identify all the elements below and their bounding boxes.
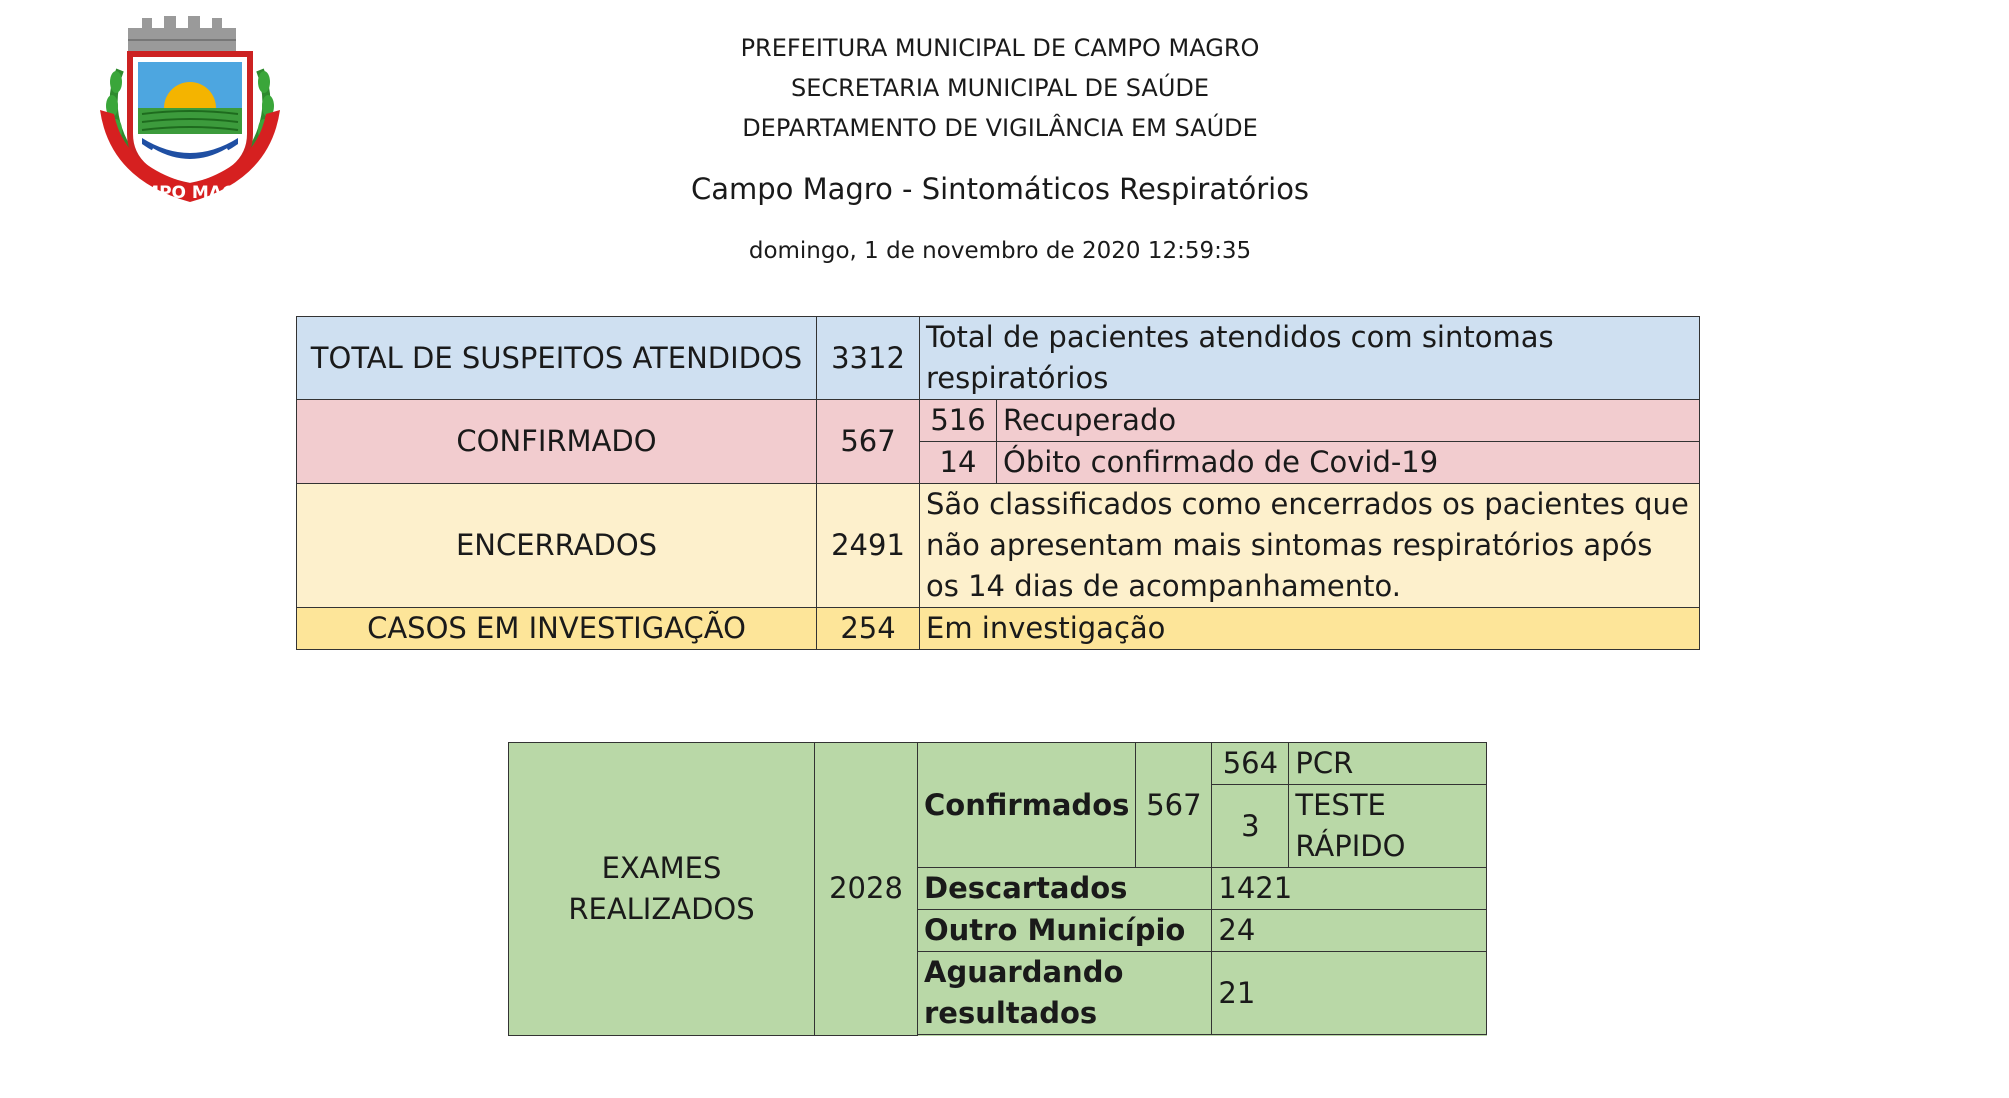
org-line: DEPARTAMENTO DE VIGILÂNCIA EM SAÚDE [742, 114, 1258, 142]
closed-row [297, 484, 1700, 608]
document-header [600, 28, 1400, 264]
investigation-value: 254 [817, 608, 920, 650]
closed-description: São classificados como encerrados os pacientes que não apresentam mais sintomas respiratórios após os 14 dias de acompanhamento. [920, 484, 1700, 608]
investigation-description: Em investigação [920, 608, 1700, 650]
recovered-label: Recuperado [997, 400, 1700, 442]
waiting-value: 21 [1212, 952, 1487, 1035]
coat-of-arms-logo [90, 10, 290, 215]
total-value: 3312 [817, 317, 920, 400]
org-line: SECRETARIA MUNICIPAL DE SAÚDE [790, 74, 1210, 102]
other-municipality-value: 24 [1212, 910, 1487, 952]
rapid-test-value: 3 [1212, 785, 1289, 868]
closed-value: 2491 [817, 484, 920, 608]
total-label: TOTAL DE SUSPEITOS ATENDIDOS [297, 317, 817, 400]
rapid-test-label: TESTE RÁPIDO [1289, 785, 1487, 868]
pcr-label: PCR [1289, 743, 1487, 785]
pcr-value: 564 [1212, 743, 1289, 785]
discarded-label: Descartados [918, 868, 1212, 910]
page-title: Campo Magro - Sintomáticos Respiratórios [690, 172, 1310, 206]
org-line: PREFEITURA MUNICIPAL DE CAMPO MAGRO [740, 34, 1260, 62]
recovered-value: 516 [920, 400, 997, 442]
investigation-label: CASOS EM INVESTIGAÇÃO [297, 608, 817, 650]
deaths-label: Óbito confirmado de Covid-19 [997, 442, 1700, 484]
closed-label: ENCERRADOS [297, 484, 817, 608]
confirmed-label: CONFIRMADO [297, 400, 817, 484]
total-row [297, 317, 1700, 400]
deaths-value: 14 [920, 442, 997, 484]
exams-table [508, 742, 1487, 1036]
summary-table [296, 316, 1700, 650]
exams-label: EXAMES REALIZADOS [509, 743, 815, 1036]
waiting-label: Aguardando resultados [918, 952, 1212, 1035]
report-timestamp: domingo, 1 de novembro de 2020 12:59:35 [748, 238, 1252, 264]
total-description: Total de pacientes atendidos com sintomas respiratórios [920, 317, 1700, 400]
investigation-row [297, 608, 1700, 650]
exams-total: 2028 [815, 743, 918, 1036]
exams-confirmed-value: 567 [1136, 743, 1212, 868]
crest-text: CAMPO MAGRO [116, 183, 264, 203]
confirmed-row [297, 400, 1700, 442]
confirmed-value: 567 [817, 400, 920, 484]
discarded-value: 1421 [1212, 868, 1487, 910]
exams-confirmed-label: Confirmados [918, 743, 1136, 868]
exams-row-pcr [509, 743, 1487, 785]
other-municipality-label: Outro Município [918, 910, 1212, 952]
